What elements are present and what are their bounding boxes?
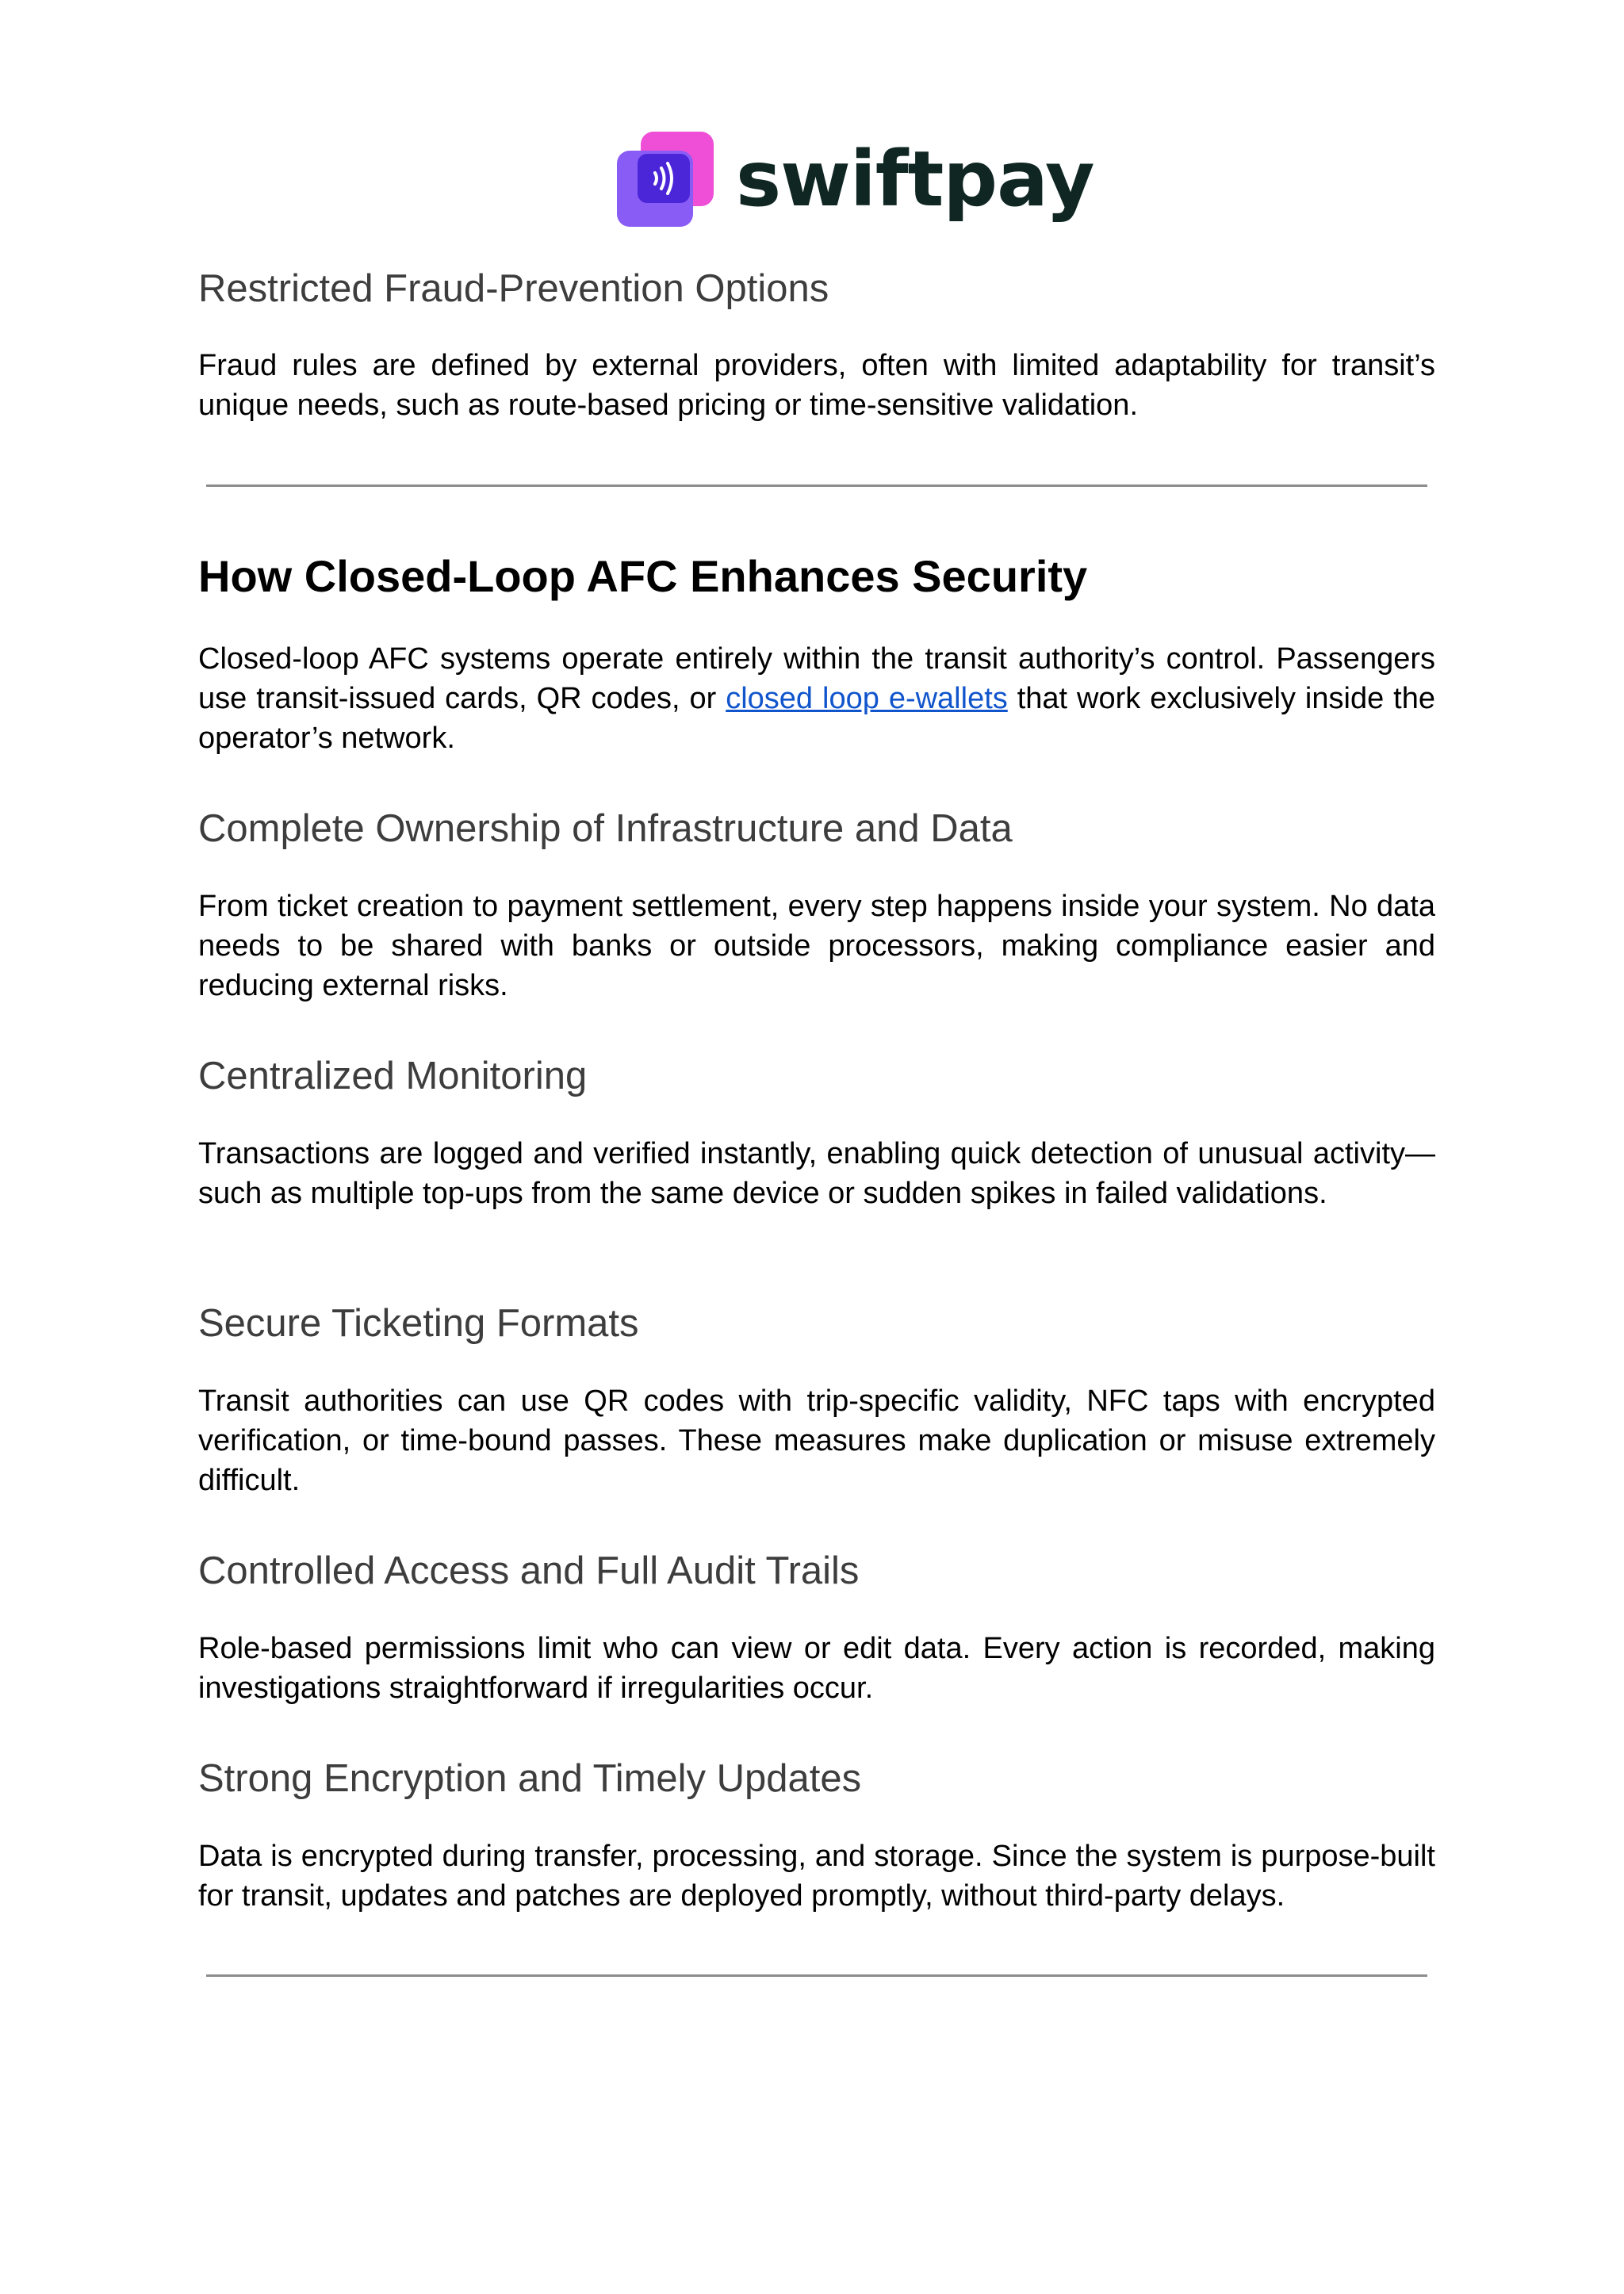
section-heading: Restricted Fraud-Prevention Options (198, 267, 829, 310)
section-ticketing-body (198, 1381, 1435, 1500)
paragraph: Transit authorities can use QR codes with trip-specific validity, NFC taps with encrypted verification, or time-bound passes. These measures make duplication or misuse extremely difficult. (198, 1384, 1435, 1497)
section-ownership (198, 806, 1435, 852)
section-heading: Controlled Access and Full Audit Trails (198, 1549, 860, 1592)
section-closed-loop (198, 550, 1435, 603)
section-fraud-body (198, 346, 1435, 425)
section-closed-loop-body (198, 639, 1435, 758)
section-ticketing (198, 1300, 1435, 1347)
main-heading: How Closed-Loop AFC Enhances Security (198, 551, 1088, 601)
section-ownership-body (198, 887, 1435, 1005)
section-access (198, 1548, 1435, 1595)
section-monitoring (198, 1053, 1435, 1100)
section-fraud (198, 266, 1435, 312)
paragraph-text: that work exclusively inside the operator’s network. (198, 682, 1435, 755)
section-heading: Centralized Monitoring (198, 1055, 588, 1097)
paragraph: From ticket creation to payment settlement, every step happens inside your system. No data needs to be shared with banks or outside processors, making compliance easier and reducing external risks. (198, 890, 1435, 1002)
section-access-body (198, 1629, 1435, 1708)
contactless-icon (617, 130, 715, 228)
paragraph-text: Closed-loop AFC systems operate entirely within the transit authority’s control. Passengers use transit-issued cards, QR codes, or (198, 642, 1435, 715)
horizontal-divider (206, 484, 1427, 487)
brand-wordmark: swiftpay (736, 135, 1094, 224)
swiftpay-logo (617, 128, 1094, 230)
paragraph: Transactions are logged and verified instantly, enabling quick detection of unusual activity—such as multiple top-ups from the same device or sudden spikes in failed validations. (198, 1137, 1435, 1210)
paragraph: Role-based permissions limit who can view or edit data. Every action is recorded, making investigations straightforward if irregularities occur. (198, 1632, 1435, 1705)
section-heading: Strong Encryption and Timely Updates (198, 1757, 862, 1800)
section-heading: Secure Ticketing Formats (198, 1302, 639, 1345)
paragraph (198, 639, 1435, 758)
horizontal-divider (206, 1974, 1427, 1977)
paragraph: Fraud rules are defined by external providers, often with limited adaptability for transit’s unique needs, such as route-based pricing or time-sensitive validation. (198, 349, 1435, 422)
section-encryption (198, 1756, 1435, 1802)
section-encryption-body (198, 1836, 1435, 1916)
section-monitoring-body (198, 1134, 1435, 1213)
section-heading: Complete Ownership of Infrastructure and Data (198, 807, 1013, 850)
closed-loop-ewallets-link[interactable]: closed loop e-wallets (726, 682, 1008, 715)
paragraph: Data is encrypted during transfer, processing, and storage. Since the system is purpose-built for transit, updates and patches are deployed promptly, without third-party delays. (198, 1840, 1435, 1913)
